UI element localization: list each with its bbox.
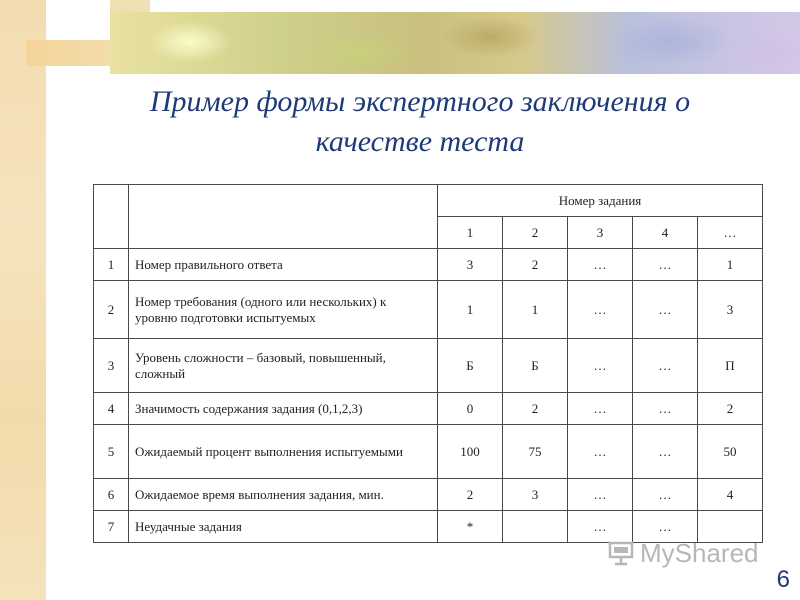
- task-number-cell: 2: [503, 217, 568, 249]
- row-value: 2: [698, 393, 763, 425]
- row-value: 1: [438, 281, 503, 339]
- table-row: [94, 281, 763, 339]
- row-value: …: [633, 393, 698, 425]
- row-value: 3: [698, 281, 763, 339]
- row-number: 7: [94, 511, 129, 543]
- task-number-cell: 4: [633, 217, 698, 249]
- row-value: 3: [438, 249, 503, 281]
- row-value: [503, 511, 568, 543]
- row-label: Номер правильного ответа: [129, 249, 438, 281]
- row-value: …: [568, 249, 633, 281]
- page-number: 6: [776, 566, 790, 593]
- table-row: [94, 339, 763, 393]
- row-label: Значимость содержания задания (0,1,2,3): [129, 393, 438, 425]
- row-number: 3: [94, 339, 129, 393]
- table-row: [94, 393, 763, 425]
- row-value: 2: [438, 479, 503, 511]
- row-label: Ожидаемый процент выполнения испытуемыми: [129, 425, 438, 479]
- table-row: [94, 425, 763, 479]
- row-value: 1: [698, 249, 763, 281]
- row-number: 4: [94, 393, 129, 425]
- row-value: 3: [503, 479, 568, 511]
- logo-text: MyShared: [640, 537, 759, 568]
- row-value: 100: [438, 425, 503, 479]
- corner-cell-num: [94, 185, 129, 249]
- row-value: 2: [503, 249, 568, 281]
- row-number: 6: [94, 479, 129, 511]
- row-label: Ожидаемое время выполнения задания, мин.: [129, 479, 438, 511]
- row-number: 1: [94, 249, 129, 281]
- task-number-cell: 1: [438, 217, 503, 249]
- row-value: Б: [438, 339, 503, 393]
- row-value: 2: [503, 393, 568, 425]
- row-value: …: [633, 249, 698, 281]
- row-value: …: [568, 479, 633, 511]
- row-value: 50: [698, 425, 763, 479]
- row-value: …: [568, 339, 633, 393]
- myshared-logo[interactable]: [608, 536, 759, 570]
- expert-form-table: [93, 184, 763, 543]
- row-value: …: [568, 425, 633, 479]
- row-value: …: [633, 511, 698, 543]
- row-value: Б: [503, 339, 568, 393]
- row-number: 5: [94, 425, 129, 479]
- row-label: Номер требования (одного или нескольких) к уровню подготовки испытуемых: [129, 281, 438, 339]
- row-value: …: [633, 339, 698, 393]
- row-value: …: [568, 281, 633, 339]
- table-row: [94, 479, 763, 511]
- task-number-cell: 3: [568, 217, 633, 249]
- row-value: …: [633, 425, 698, 479]
- top-decorative-banner: [110, 12, 800, 74]
- left-decorative-strip: [0, 0, 46, 600]
- row-number: 2: [94, 281, 129, 339]
- row-value: 0: [438, 393, 503, 425]
- row-value: …: [568, 511, 633, 543]
- title-line-1: Пример формы экспертного заключения о: [149, 85, 691, 118]
- table-row: [94, 249, 763, 281]
- presentation-board-icon: [608, 540, 634, 566]
- row-label: Неудачные задания: [129, 511, 438, 543]
- row-value: П: [698, 339, 763, 393]
- row-value: …: [633, 281, 698, 339]
- title-line-2: качестве теста: [315, 125, 525, 158]
- row-value: …: [633, 479, 698, 511]
- task-number-header: Номер задания: [438, 185, 763, 217]
- row-value: *: [438, 511, 503, 543]
- row-value: 75: [503, 425, 568, 479]
- row-label: Уровень сложности – базовый, повышенный, сложный: [129, 339, 438, 393]
- corner-cell-desc: [129, 185, 438, 249]
- task-number-cell: …: [698, 217, 763, 249]
- slide-title: [100, 82, 740, 162]
- row-value: 4: [698, 479, 763, 511]
- row-value: 1: [503, 281, 568, 339]
- row-value: …: [568, 393, 633, 425]
